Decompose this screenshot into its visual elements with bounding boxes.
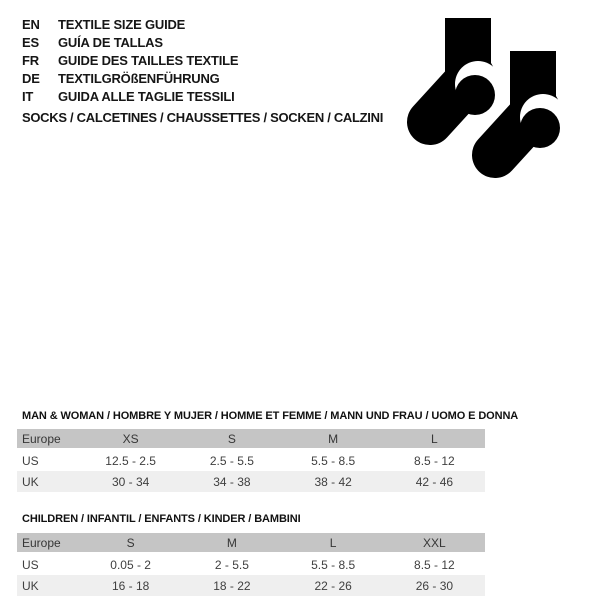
language-code: IT: [22, 89, 34, 104]
language-row-fr: [22, 52, 238, 70]
language-code: ES: [22, 35, 39, 50]
language-list: [22, 16, 238, 106]
size-value: 26 - 30: [384, 575, 485, 596]
table-title-man-woman: MAN & WOMAN / HOMBRE Y MUJER / HOMME ET FEMME / MANN UND FRAU / UOMO E DONNA: [22, 410, 519, 422]
language-label: GUIDE DES TAILLES TEXTILE: [58, 53, 239, 68]
language-label: TEXTILGRÖßENFÜHRUNG: [58, 71, 220, 86]
column-header-region: Europe: [17, 533, 80, 553]
table-title-children: CHILDREN / INFANTIL / ENFANTS / KINDER / BAMBINI: [22, 513, 301, 525]
table-row-us: [17, 449, 485, 471]
row-label: UK: [17, 471, 80, 492]
row-label: US: [22, 453, 39, 468]
column-header-size: XS: [80, 429, 181, 449]
language-label: TEXTILE SIZE GUIDE: [58, 17, 186, 32]
size-value: 18 - 22: [181, 575, 282, 596]
language-label: GUIDA ALLE TAGLIE TESSILI: [58, 89, 235, 104]
column-header-size: XXL: [384, 533, 485, 553]
size-value: 30 - 34: [80, 471, 181, 492]
column-header-region: Europe: [17, 429, 80, 449]
column-header-size: S: [181, 429, 282, 449]
column-header-size: L: [283, 533, 384, 553]
table-row-us: [17, 553, 485, 575]
socks-icon: [400, 12, 575, 187]
size-value: 16 - 18: [80, 575, 181, 596]
size-value: 2.5 - 5.5: [209, 453, 254, 468]
size-value: 22 - 26: [283, 575, 384, 596]
size-value: 34 - 38: [181, 471, 282, 492]
table-row-uk: [17, 575, 485, 596]
language-code: EN: [22, 17, 40, 32]
size-value: 0.05 - 2: [110, 557, 151, 572]
table-header-row: [17, 533, 485, 553]
table-header-row: [17, 429, 485, 449]
column-header-size: S: [80, 533, 181, 553]
size-value: 12.5 - 2.5: [105, 453, 156, 468]
language-row-en: [22, 16, 238, 34]
size-table-children: [17, 533, 485, 596]
size-table-man-woman: [17, 429, 485, 492]
language-row-de: [22, 70, 238, 88]
language-label: GUÍA DE TALLAS: [58, 35, 163, 50]
size-value: 8.5 - 12: [414, 557, 455, 572]
size-value: 38 - 42: [283, 471, 384, 492]
size-value: 8.5 - 12: [414, 453, 455, 468]
size-value: 42 - 46: [384, 471, 485, 492]
language-code: DE: [22, 71, 40, 86]
language-row-es: [22, 34, 238, 52]
column-header-size: M: [181, 533, 282, 553]
table-row-uk: [17, 471, 485, 492]
language-row-it: [22, 88, 238, 106]
language-code: FR: [22, 53, 39, 68]
column-header-size: M: [283, 429, 384, 449]
column-header-size: L: [384, 429, 485, 449]
row-label: UK: [17, 575, 80, 596]
category-title: SOCKS / CALCETINES / CHAUSSETTES / SOCKEN / CALZINI: [22, 110, 384, 125]
size-value: 5.5 - 8.5: [311, 557, 356, 572]
size-value: 5.5 - 8.5: [311, 453, 356, 468]
size-value: 2 - 5.5: [214, 557, 249, 572]
row-label: US: [22, 557, 39, 572]
